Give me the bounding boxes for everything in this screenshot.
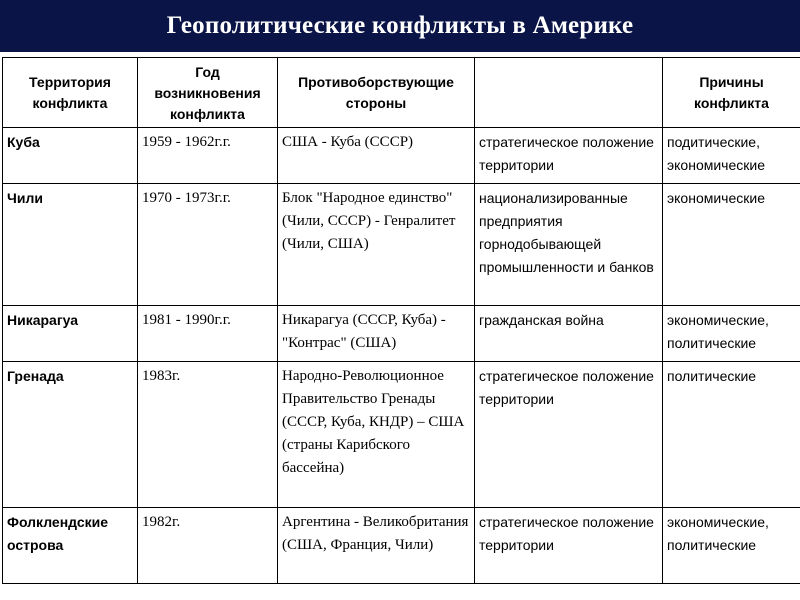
cell-extra: национализированные предприятия горнодобывающей промышленности и банков (475, 184, 663, 306)
cell-reasons: экономические (663, 184, 800, 306)
page-title: Геополитические конфликты в Америке (166, 12, 634, 39)
header-territory: Территория конфликта (3, 58, 138, 128)
cell-year: 1959 - 1962г.г. (138, 128, 278, 184)
cell-sides: Блок "Народное единство" (Чили, СССР) - Генралитет (Чили, США) (278, 184, 475, 306)
header-sides: Противоборствующие стороны (278, 58, 475, 128)
cell-territory: Чили (3, 184, 138, 306)
cell-sides: Аргентина - Великобритания (США, Франция, Чили) (278, 508, 475, 584)
cell-year: 1983г. (138, 362, 278, 508)
table-row (3, 362, 800, 508)
cell-reasons: политические (663, 362, 800, 508)
cell-territory: Никарагуа (3, 306, 138, 362)
cell-sides: США - Куба (СССР) (278, 128, 475, 184)
cell-reasons: экономические, политические (663, 306, 800, 362)
cell-territory: Гренада (3, 362, 138, 508)
header-year: Год возникновения конфликта (138, 58, 278, 128)
cell-year: 1982г. (138, 508, 278, 584)
cell-sides: Народно-Революционное Правительство Гренады (СССР, Куба, КНДР) – США (страны Карибского бассейна) (278, 362, 475, 508)
cell-reasons: подитические, экономические (663, 128, 800, 184)
title-bar (0, 0, 800, 52)
table-row (3, 128, 800, 184)
table-row (3, 306, 800, 362)
cell-territory: Куба (3, 128, 138, 184)
cell-extra: стратегическое положение территории (475, 128, 663, 184)
cell-year: 1981 - 1990г.г. (138, 306, 278, 362)
cell-territory: Фолклендские острова (3, 508, 138, 584)
table-row (3, 184, 800, 306)
conflicts-table (2, 57, 800, 584)
table-row (3, 508, 800, 584)
cell-extra: гражданская война (475, 306, 663, 362)
cell-reasons: экономические, политические (663, 508, 800, 584)
table-header-row (3, 58, 800, 128)
cell-year: 1970 - 1973г.г. (138, 184, 278, 306)
cell-sides: Никарагуа (СССР, Куба) - "Контрас" (США) (278, 306, 475, 362)
header-extra (475, 58, 663, 128)
cell-extra: стратегическое положение территории (475, 508, 663, 584)
header-reasons: Причины конфликта (663, 58, 800, 128)
cell-extra: стратегическое положение территории (475, 362, 663, 508)
